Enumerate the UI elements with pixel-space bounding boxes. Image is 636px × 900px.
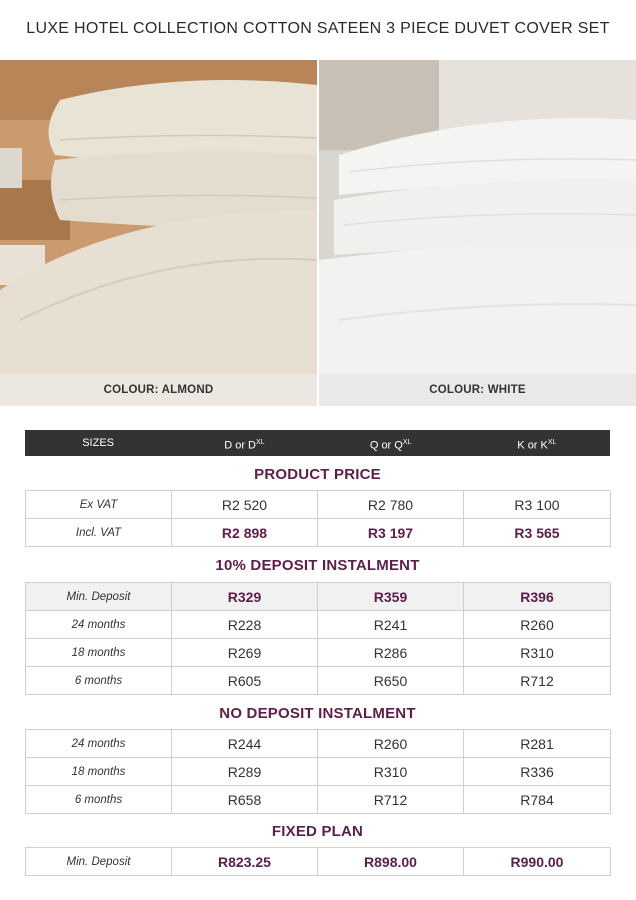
price-cell: R823.25 (172, 848, 318, 876)
price-cell: R329 (172, 583, 318, 611)
size-col-double: D or $D^{XL}$ (224, 439, 265, 452)
row-label: Min. Deposit (26, 583, 172, 611)
price-cell: R289 (172, 758, 318, 786)
row-label: 24 months (26, 611, 172, 639)
price-cell: R3 565 (464, 519, 611, 547)
price-cell: R990.00 (464, 848, 611, 876)
row-label: 18 months (26, 639, 172, 667)
price-cell: R3 197 (318, 519, 464, 547)
deposit-instalment-table (25, 582, 610, 695)
price-cell: R286 (318, 639, 464, 667)
price-cell: R650 (318, 667, 464, 695)
price-cell: R712 (464, 667, 611, 695)
price-cell: R310 (318, 758, 464, 786)
sizes-label: SIZES (82, 437, 115, 449)
photo-white (319, 60, 636, 406)
no-deposit-instalment-table (25, 729, 610, 814)
price-cell: R3 100 (464, 491, 611, 519)
photo-caption-white: COLOUR: WHITE (319, 374, 636, 406)
row-label: Min. Deposit (26, 848, 172, 876)
row-label: 6 months (26, 786, 172, 814)
section-heading-no-deposit-instalment: NO DEPOSIT INSTALMENT (219, 705, 416, 722)
price-cell: R2 520 (172, 491, 318, 519)
sizes-header (25, 430, 610, 456)
price-cell: R784 (464, 786, 611, 814)
price-cell: R228 (172, 611, 318, 639)
row-label: Ex VAT (26, 491, 172, 519)
photo-caption-almond: COLOUR: ALMOND (0, 374, 317, 406)
price-cell: R310 (464, 639, 611, 667)
row-label: 18 months (26, 758, 172, 786)
fixed-plan-table (25, 847, 610, 876)
product-photos (0, 60, 636, 406)
price-cell: R396 (464, 583, 611, 611)
price-cell: R712 (318, 786, 464, 814)
row-label: 6 months (26, 667, 172, 695)
size-col-king: K or $K^{XL}$ (517, 439, 557, 452)
price-cell: R260 (464, 611, 611, 639)
price-cell: R241 (318, 611, 464, 639)
page-title: LUXE HOTEL COLLECTION COTTON SATEEN 3 PIECE DUVET COVER SET (26, 20, 610, 37)
price-cell: R898.00 (318, 848, 464, 876)
price-cell: R336 (464, 758, 611, 786)
price-cell: R281 (464, 730, 611, 758)
white-bedding-image (319, 60, 636, 374)
price-cell: R2 898 (172, 519, 318, 547)
row-label: 24 months (26, 730, 172, 758)
product-price-table (25, 490, 610, 547)
row-label: Incl. VAT (26, 519, 172, 547)
photo-almond (0, 60, 317, 406)
price-cell: R260 (318, 730, 464, 758)
section-heading-deposit-instalment: 10% DEPOSIT INSTALMENT (215, 557, 420, 574)
price-cell: R244 (172, 730, 318, 758)
price-cell: R359 (318, 583, 464, 611)
price-cell: R605 (172, 667, 318, 695)
price-cell: R2 780 (318, 491, 464, 519)
price-cell: R658 (172, 786, 318, 814)
section-heading-product-price: PRODUCT PRICE (254, 466, 381, 483)
size-col-queen: Q or $Q^{XL}$ (369, 439, 412, 452)
section-heading-fixed-plan: FIXED PLAN (271, 823, 364, 840)
almond-bedding-image (0, 60, 317, 374)
price-cell: R269 (172, 639, 318, 667)
